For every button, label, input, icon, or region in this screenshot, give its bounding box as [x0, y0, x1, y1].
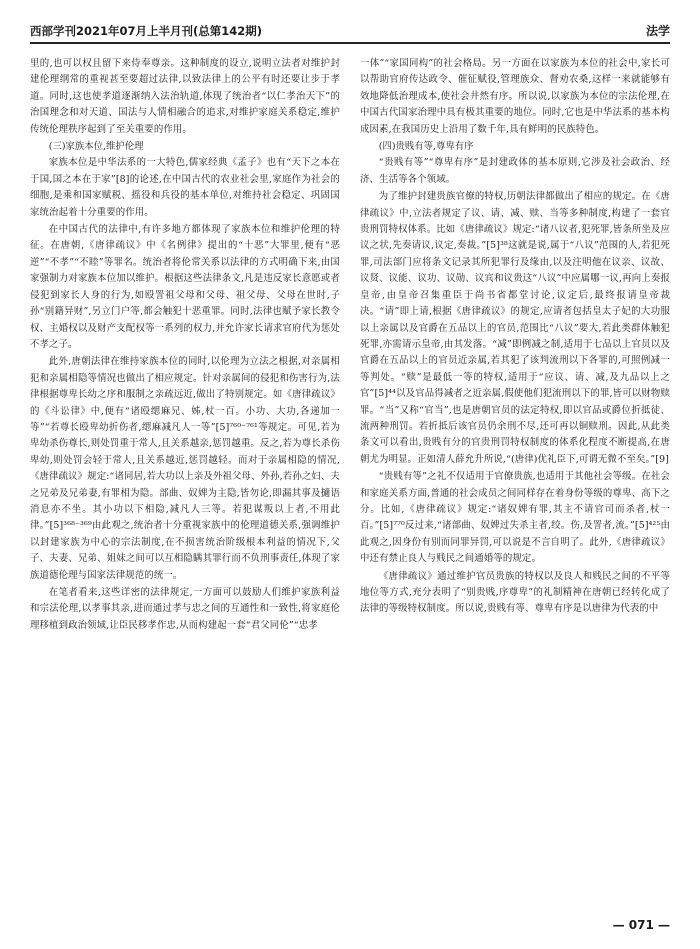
- paragraph: 一体”“家国同构”的社会格局。另一方面在以家族为本位的社会中,家长可以帮助官府传达政令、催征赋役,管理族众、督劝农桑,这样一来就能够有效地降低治理成本,使社会井然有序。所以说,以家族为本位的宗法伦理,在中国古代国家治理中具有极其重要的地位。同时,它也是中华法系的基本构成因素,在我国历史上沿用了数千年,具有鲜明的民族特色。: [360, 58, 670, 135]
- paragraph: “贵贱有等”之礼不仅适用于官僚贵族,也适用于其他社会等级。在社会和家庭关系方面,普通的社会成员之间同样存在着身份等级的尊卑、高下之分。比如,《唐律疏议》规定:“诸奴婢有罪,其主不请官司而杀者,杖一百。”[5]⁷⁷⁰反过来,“诸部曲、奴婢过失杀主者,绞。伤,及詈者,流。”[5]⁴²⁵由此观之,因身份有别而同罪异罚,可以说是不言自明了。此外,《唐律疏议》中还有禁止良人与贱民之间通婚等的规定。: [360, 471, 670, 565]
- running-header: [30, 20, 670, 44]
- section-heading: (三)家族本位,维护伦理: [48, 141, 144, 153]
- section-label: 法学: [645, 24, 670, 38]
- paragraph: 此外,唐朝法律在维持家族本位的同时,以伦理为立法之根据,对亲属相犯和亲属相隐等情况也做出了相应规定。针对亲属间的侵犯和伤害行为,法律根据尊卑长幼之序和服制之亲疏远近,做出了特别规定。如《唐律疏议》的《斗讼律》中,便有“诸殴缌麻兄、姊,杖一百。小功、大功,各递加一等”“若尊长殴卑幼折伤者,缌麻减凡人一等”[5]⁷⁶⁰⁻⁷⁶¹等规定。可见,若为卑幼杀伤尊长,则处罚重于常人,且关系越亲,惩罚越重。反之,若为尊长杀伤卑幼,则处罚会轻于常人,且关系越近,惩罚越轻。而对于亲属相隐的情况,《唐律疏议》规定:“诸同居,若大功以上亲及外祖父母、外孙,若孙之妇、夫之兄弟及兄弟妻,有罪相为隐。部曲、奴婢为主隐,皆勿论,即漏其事及擿语消息亦不坐。其小功以下相隐,减凡人三等。若犯谋叛以上者,不用此律。”[5]³⁶⁸⁻³⁶⁹由此观之,统治者十分重视家族中的伦理道德关系,强调维护以封建家族为中心的宗法制度,在不损害统治阶级根本利益的情况下,父子、夫妻、兄弟、姐妹之间可以互相隐瞒其罪行而不负刑事责任,体现了家族道德伦理与国家法律规范的统一。: [30, 356, 340, 581]
- paragraph: 在笔者看来,这些详密的法律规定,一方面可以鼓励人们维护家族利益和宗法伦理,以孝事其亲,进而通过孝与忠之间的互通性和一致性,将家庭伦理移植到政治领域,让臣民移孝作忠,从而构建起一套“君父同伦”“忠孝: [30, 587, 340, 631]
- right-column: [360, 56, 670, 916]
- page-number: — 071 —: [612, 918, 670, 932]
- body-columns: [30, 56, 670, 916]
- paragraph: 在中国古代的法律中,有许多地方都体现了家族本位和维护伦理的特征。在唐朝,《唐律疏议》中《名例律》提出的“十恶”大罪里,便有“恶逆”“不孝”“不睦”等罪名。统治者将伦常关系以法律的方式明确下来,由国家强制力对家族本位加以维护。根据这些法律条文,凡是违反家长意愿或者侵犯到家长人身的行为,如殴詈祖父母和父母、祖父母、父母在世时,子孙“别籍异财”,另立门户等,都会触犯十恶重罪。同时,法律也赋予家长教令权、主婚权以及财产支配权等一系列的权力,并允许家长请求官府代为惩处不孝之子。: [30, 224, 340, 350]
- section-heading: (四)贵贱有等,尊卑有序: [378, 141, 474, 153]
- journal-title: 西部学刊2021年07月上半月刊(总第142期): [30, 24, 263, 38]
- paragraph: 《唐律疏议》通过维护官员贵族的特权以及良人和贱民之间的不平等地位等方式,充分表明了“别贵贱,序尊卑”的礼制精神在唐朝已经转化成了法律的等级特权制度。所以说,贵贱有等、尊卑有序是以唐律为代表的中: [360, 570, 670, 615]
- paragraph: 家族本位是中华法系的一大特色,儒家经典《孟子》也有“天下之本在于国,国之本在于家”[8]的论述,在中国古代的农业社会里,家庭作为社会的细胞,是乘和国家赋税、摇役和兵役的基本单位,对维持社会稳定、巩固国家统治起着十分重要的作用。: [30, 157, 340, 218]
- paragraph: “贵贱有等”“尊卑有序”是封建政体的基本原则,它涉及社会政治、经济、生活等各个领域。: [360, 157, 670, 185]
- paragraph: 为了维护封建贵族官僚的特权,历朝法律都做出了相应的规定。在《唐律疏议》中,立法者规定了议、请、减、赎、当等多种制度,构建了一套官贵刑罚特权体系。比如《唐律疏议》规定:“诸八议者,犯死罪,皆条所坐及应议之状,先奏请议,议定,奏裁。”[5]³⁸这就是说,属于“八议”范围的人,若犯死罪,司法部门应将条文记录其所犯罪行及缘由,以及注明他在议亲、议故、议贤、议能、议功、议勋、议宾和议贵这“八议”中应属哪一议,再向上奏报皇帝,由皇帝召集重臣于尚书省都堂讨论,议定后,最终报请皇帝裁决。“请”即上请,根据《唐律疏议》的规定,应请者包括皇太子妃的大功服以上亲属以及官爵在五品以上的官员,范围比“八议”要大,若此类群体触犯死罪,亦需请示皇帝,由其发落。“减”即例减之制,适用于七品以上官员以及官爵在五品以上的官员近亲属,若其犯了该判流刑以下各罪的,可照例减一等判处。“赎”是最低一等的特权,适用于“应议、请、减,及九品以上之官”[5]⁴⁴以及官品得减者之近亲属,假使他们犯流刑以下的罪,皆可以财物赎罪。“当”又称“官当”,也是唐朝官员的法定特权,即以官品或爵位折抵徒、流两种刑罚。若折抵后该官员仍余刑不尽,还可再以铜赎刑。因此,从此类条文可以看出,贵贱有分的官贵刑罚特权制度的体系化程度不断提高,在唐朝尤为明显。正如清人薛允升所说,“(唐律)优礼臣下,可谓无微不至矣。”[9]: [360, 191, 670, 465]
- paragraph: 里的,也可以权且留下来侍奉尊亲。这种制度的设立,说明立法者对维护封建伦理纲常的重视甚至要超过法律,以致法律上的公平有时还要让步于孝道。同时,这也使孝道逐渐纳入法治轨道,体现了统治者“以仁孝治天下”的治国理念和对天道、国法与人情相融合的追求,对维护家庭关系稳定,维护传统伦理秩序起到了至关重要的作用。: [30, 58, 340, 135]
- left-column: [30, 56, 340, 916]
